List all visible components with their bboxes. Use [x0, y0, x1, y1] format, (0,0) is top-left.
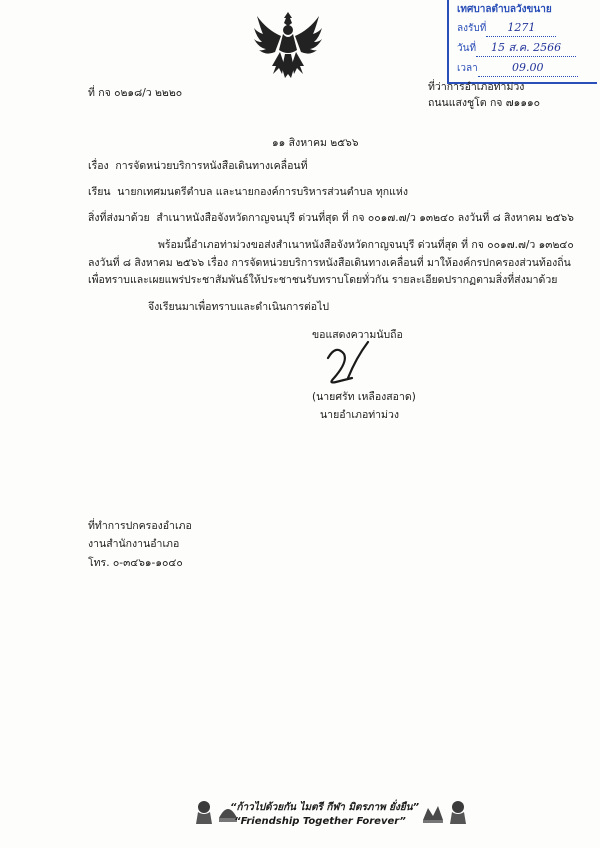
enclosure-text: สำเนาหนังสือจังหวัดกาญจนบุรี ด่วนที่สุด ที่ กจ ๐๐๑๗.๗/ว ๑๓๒๔๐ ลงวันที่ ๘ สิงหาคม ๒๕๖๖ — [156, 212, 574, 224]
subject-label: เรื่อง — [88, 160, 109, 172]
footer-slogan-en: “Friendship Together Forever” — [234, 816, 406, 827]
stamp-date-label: วันที่ — [457, 43, 477, 54]
signer-name: (นายศรัท เหลืองสอาด) — [312, 391, 416, 403]
stamp-receive-no: 1271 — [507, 21, 536, 34]
contact-section: งานสำนักงานอำเภอ — [88, 538, 180, 550]
closing-text: จึงเรียนมาเพื่อทราบและดำเนินการต่อไป — [148, 301, 330, 313]
stamp-time-label: เวลา — [457, 63, 478, 74]
recipient-row — [88, 185, 408, 199]
stamp-time-row — [457, 60, 578, 77]
subject-row — [88, 159, 308, 173]
stamp-org: เทศบาลตำบลวังขนาย — [457, 4, 552, 15]
office-address-line1: ที่ว่าการอำเภอท่าม่วง — [428, 81, 525, 93]
contact-phone: โทร. ๐-๓๔๖๑-๑๐๔๐ — [88, 557, 183, 569]
signer-position: นายอำเภอท่าม่วง — [320, 409, 400, 421]
signature-image — [318, 338, 378, 390]
footer-slogan-th: “ก้าวไปด้วยกัน ไมตรี กีฬา มิตรภาพ ยั่งยืน” — [230, 802, 420, 813]
body-line-2: ลงวันที่ ๘ สิงหาคม ๒๕๖๖ เรื่อง การจัดหน่วยบริการหนังสือเดินทางเคลื่อนที่ มาให้องค์กรปกครองส่วนท้องถิ่น — [88, 257, 571, 269]
stamp-receive-row — [457, 20, 556, 37]
document-number: ที่ กจ ๐๒๑๘/ว ๒๒๒๐ — [88, 87, 183, 99]
office-address-line2: ถนนแสงชูโต กจ ๗๑๑๑๐ — [428, 97, 541, 109]
games-logo-icon — [420, 798, 446, 828]
stamp-time-value: 09.00 — [512, 61, 544, 74]
subject-text: การจัดหน่วยบริการหนังสือเดินทางเคลื่อนที่ — [115, 160, 308, 172]
body-line-3: เพื่อทราบและเผยแพร่ประชาสัมพันธ์ให้ประชาชนรับทราบโดยทั่วกัน รายละเอียดปรากฏตามสิ่งที่ส่งมาด้วย — [88, 274, 558, 286]
document-date: ๑๑ สิงหาคม ๒๕๖๖ — [272, 137, 359, 149]
garuda-emblem-icon — [252, 8, 324, 86]
regards-text: ขอแสดงความนับถือ — [312, 329, 403, 341]
mascot-logo-icon-2 — [446, 798, 470, 828]
stamp-date-value: 15 ส.ค. 2566 — [491, 41, 562, 54]
recipient-text: นายกเทศมนตรีตำบล และนายกองค์การบริหารส่วนตำบล ทุกแห่ง — [117, 186, 408, 198]
mascot-logo-icon — [192, 798, 216, 828]
recipient-label: เรียน — [88, 186, 111, 198]
receipt-stamp — [447, 0, 597, 84]
enclosure-row — [88, 211, 574, 225]
stamp-date-row — [457, 40, 576, 57]
contact-office: ที่ทำการปกครองอำเภอ — [88, 520, 192, 532]
stamp-receive-label: ลงรับที่ — [457, 23, 487, 34]
enclosure-label: สิ่งที่ส่งมาด้วย — [88, 212, 150, 224]
body-line-1: พร้อมนี้อำเภอท่าม่วงขอส่งสำเนาหนังสือจังหวัดกาญจนบุรี ด่วนที่สุด ที่ กจ ๐๐๑๗.๗/ว ๑๓๒๔๐ — [158, 239, 574, 251]
